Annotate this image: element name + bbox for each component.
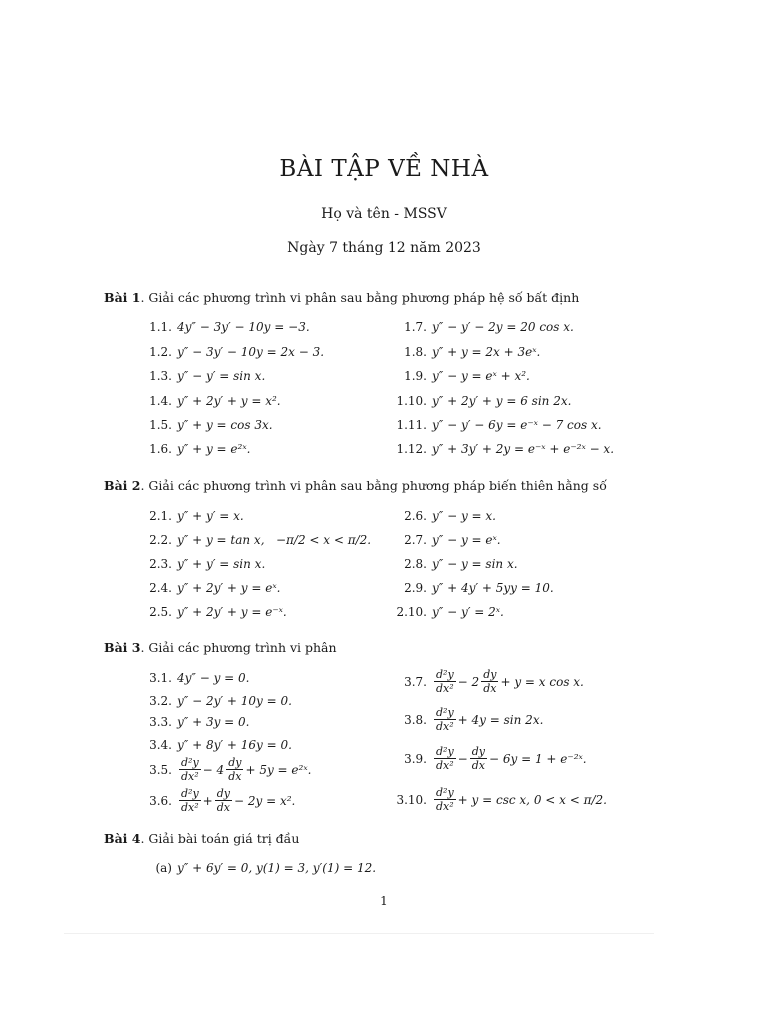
exercise-2-8 — [395, 557, 518, 571]
exercise-equation: y″ + 3y′ + 2y = e⁻ˣ + e⁻²ˣ − x. — [432, 442, 615, 456]
exercise-equation: y″ + 2y′ + y = x². — [177, 394, 281, 408]
exercise-number: (a) — [155, 861, 172, 875]
exercise-1-7 — [395, 320, 574, 334]
exercise-equation: y″ + 8y′ + 16y = 0. — [177, 738, 292, 752]
fraction-numerator: dy — [216, 787, 230, 800]
exercise-equation: y″ − y = eˣ + x². — [432, 369, 530, 383]
section-3-label: Bài 3 — [104, 640, 141, 655]
first-derivative-fraction — [215, 787, 232, 814]
exercise-equation: y″ + 4y′ + 5yy = 10. — [432, 581, 554, 595]
exercise-number: 1.6. — [149, 442, 172, 456]
section-1-label: Bài 1 — [104, 290, 141, 305]
exercise-equation: 4y″ − y = 0. — [177, 671, 250, 685]
document-title: BÀI TẬP VỀ NHÀ — [279, 156, 489, 182]
exercise-equation: y″ + y′ = sin x. — [177, 557, 266, 571]
exercise-number: 1.3. — [149, 369, 172, 383]
exercise-number: 2.7. — [404, 533, 427, 547]
exercise-1-1 — [140, 320, 310, 334]
exercise-number: 3.4. — [149, 738, 172, 752]
second-derivative-fraction — [179, 756, 201, 783]
equation-middle-term: − — [457, 751, 468, 766]
section-3-text: . Giải các phương trình vi phân — [140, 640, 337, 655]
exercise-number: 3.5. — [149, 762, 172, 777]
exercise-equation: y″ − y′ − 2y = 20 cos x. — [432, 320, 574, 334]
exercise-equation: y″ − 3y′ − 10y = 2x − 3. — [177, 345, 325, 359]
equation-middle-term: + — [202, 793, 213, 808]
exercise-1-5 — [140, 418, 273, 432]
equation-middle-term: − 4 — [202, 762, 225, 777]
fraction-numerator: d²y — [436, 706, 454, 719]
exercise-number: 1.9. — [404, 369, 427, 383]
exercise-equation: y″ − y′ = 2ˣ. — [432, 605, 504, 619]
exercise-1-3 — [140, 369, 265, 383]
exercise-equation: y″ − y = x. — [432, 509, 496, 523]
exercise-1-10 — [395, 394, 571, 408]
exercise-number: 3.2. — [149, 694, 172, 708]
exercise-3-7 — [395, 668, 584, 695]
second-derivative-fraction — [434, 786, 456, 813]
exercise-number: 3.9. — [404, 751, 427, 766]
equation-middle-term: − 2 — [457, 674, 480, 689]
section-4-heading — [104, 831, 299, 846]
exercise-number: 3.3. — [149, 715, 172, 729]
exercise-equation: y″ + 2y′ + y = e⁻ˣ. — [177, 605, 287, 619]
fraction-denominator: dx² — [181, 770, 199, 783]
fraction-numerator: dy — [471, 745, 485, 758]
exercise-number: 2.4. — [149, 581, 172, 595]
fraction-numerator: d²y — [436, 745, 454, 758]
fraction-numerator: d²y — [436, 786, 454, 799]
section-2-label: Bài 2 — [104, 478, 141, 493]
page-number: 1 — [380, 894, 388, 908]
fraction-numerator: dy — [483, 668, 497, 681]
second-derivative-fraction — [179, 787, 201, 814]
exercise-number: 2.3. — [149, 557, 172, 571]
exercise-number: 1.11. — [396, 418, 427, 432]
fraction-numerator: d²y — [436, 668, 454, 681]
section-4-text: . Giải bài toán giá trị đầu — [140, 831, 300, 846]
exercise-2-7 — [395, 533, 501, 547]
exercise-3-9 — [395, 745, 587, 772]
exercise-equation: y″ + 6y′ = 0, y(1) = 3, y′(1) = 12. — [177, 861, 377, 875]
first-derivative-fraction — [481, 668, 498, 695]
fraction-numerator: d²y — [181, 787, 199, 800]
exercise-number: 1.1. — [149, 320, 172, 334]
exercise-equation: y″ − y = sin x. — [432, 557, 518, 571]
second-derivative-fraction — [434, 706, 456, 733]
exercise-3-3 — [140, 715, 250, 729]
exercise-1-2 — [140, 345, 324, 359]
equation-tail: − 2y = x². — [234, 793, 296, 808]
exercise-equation: y″ + y = cos 3x. — [177, 418, 273, 432]
exercise-2-6 — [395, 509, 496, 523]
exercise-number: 2.9. — [404, 581, 427, 595]
exercise-number: 2.1. — [149, 509, 172, 523]
section-2-heading — [104, 478, 607, 493]
exercise-equation: y″ + y = tan x, −π/2 < x < π/2. — [177, 533, 372, 547]
exercise-number: 3.7. — [404, 674, 427, 689]
exercise-number: 3.1. — [149, 671, 172, 685]
exercise-1-8 — [395, 345, 540, 359]
section-1-heading — [104, 290, 579, 305]
second-derivative-fraction — [434, 668, 456, 695]
exercise-2-5 — [140, 605, 287, 619]
exercise-number: 1.4. — [149, 394, 172, 408]
first-derivative-fraction — [226, 756, 243, 783]
exercise-number: 2.8. — [404, 557, 427, 571]
section-3-heading — [104, 640, 337, 655]
exercise-number: 3.8. — [404, 712, 427, 727]
exercise-1-9 — [395, 369, 530, 383]
exercise-equation: y″ + 3y = 0. — [177, 715, 250, 729]
exercise-equation: 4y″ − 3y′ − 10y = −3. — [177, 320, 310, 334]
date-line: Ngày 7 tháng 12 năm 2023 — [287, 240, 481, 256]
equation-tail: + y = x cos x. — [500, 674, 584, 689]
exercise-3-4 — [140, 738, 292, 752]
exercise-equation: y″ + 2y′ + y = 6 sin 2x. — [432, 394, 572, 408]
equation-tail: − 6y = 1 + e⁻²ˣ. — [489, 751, 587, 766]
exercise-number: 1.8. — [404, 345, 427, 359]
second-derivative-fraction — [434, 745, 456, 772]
fraction-denominator: dx — [228, 770, 242, 783]
exercise-number: 2.10. — [396, 605, 427, 619]
equation-tail: + 5y = e²ˣ. — [245, 762, 312, 777]
fraction-denominator: dx² — [436, 682, 454, 695]
equation-tail: + y = csc x, 0 < x < π/2. — [457, 792, 607, 807]
exercise-3-10 — [395, 786, 607, 813]
exercise-equation: y″ + y = 2x + 3eˣ. — [432, 345, 541, 359]
fraction-numerator: dy — [228, 756, 242, 769]
exercise-number: 2.2. — [149, 533, 172, 547]
fraction-denominator: dx — [216, 801, 230, 814]
exercise-equation: y″ + 2y′ + y = eˣ. — [177, 581, 281, 595]
exercise-equation: y″ − y′ − 6y = e⁻ˣ − 7 cos x. — [432, 418, 602, 432]
fraction-denominator: dx — [471, 759, 485, 772]
exercise-equation: y″ + y = e²ˣ. — [177, 442, 251, 456]
fraction-denominator: dx² — [436, 759, 454, 772]
author-line: Họ và tên - MSSV — [321, 206, 447, 222]
exercise-1-6 — [140, 442, 250, 456]
first-derivative-fraction — [470, 745, 487, 772]
exercise-2-4 — [140, 581, 280, 595]
exercise-3-2 — [140, 694, 292, 708]
exercise-2-10 — [395, 605, 504, 619]
exercise-1-11 — [395, 418, 602, 432]
exercise-1-4 — [140, 394, 281, 408]
exercise-number: 1.12. — [396, 442, 427, 456]
exercise-2-2 — [140, 533, 371, 547]
fraction-denominator: dx — [483, 682, 497, 695]
fraction-numerator: d²y — [181, 756, 199, 769]
exercise-4-a — [146, 861, 376, 875]
exercise-number: 2.6. — [404, 509, 427, 523]
fraction-denominator: dx² — [436, 720, 454, 733]
section-1-text: . Giải các phương trình vi phân sau bằng phương pháp hệ số bất định — [140, 290, 580, 305]
exercise-equation: y″ − y′ = sin x. — [177, 369, 266, 383]
section-4-label: Bài 4 — [104, 831, 141, 846]
exercise-number: 2.5. — [149, 605, 172, 619]
exercise-number: 1.7. — [404, 320, 427, 334]
section-2-text: . Giải các phương trình vi phân sau bằng phương pháp biến thiên hằng số — [140, 478, 607, 493]
exercise-2-1 — [140, 509, 244, 523]
exercise-3-1 — [140, 671, 250, 685]
exercise-number: 3.10. — [396, 792, 427, 807]
exercise-equation: y″ − y = eˣ. — [432, 533, 501, 547]
exercise-number: 3.6. — [149, 793, 172, 808]
exercise-equation: y″ − 2y′ + 10y = 0. — [177, 694, 292, 708]
exercise-number: 1.5. — [149, 418, 172, 432]
page-bottom-divider — [64, 933, 654, 934]
exercise-number: 1.10. — [396, 394, 427, 408]
exercise-2-9 — [395, 581, 554, 595]
exercise-3-5 — [140, 756, 311, 783]
equation-tail: + 4y = sin 2x. — [457, 712, 544, 727]
exercise-3-6 — [140, 787, 295, 814]
exercise-3-8 — [395, 706, 543, 733]
fraction-denominator: dx² — [181, 801, 199, 814]
fraction-denominator: dx² — [436, 800, 454, 813]
exercise-1-12 — [395, 442, 614, 456]
exercise-number: 1.2. — [149, 345, 172, 359]
exercise-equation: y″ + y′ = x. — [177, 509, 244, 523]
exercise-2-3 — [140, 557, 265, 571]
